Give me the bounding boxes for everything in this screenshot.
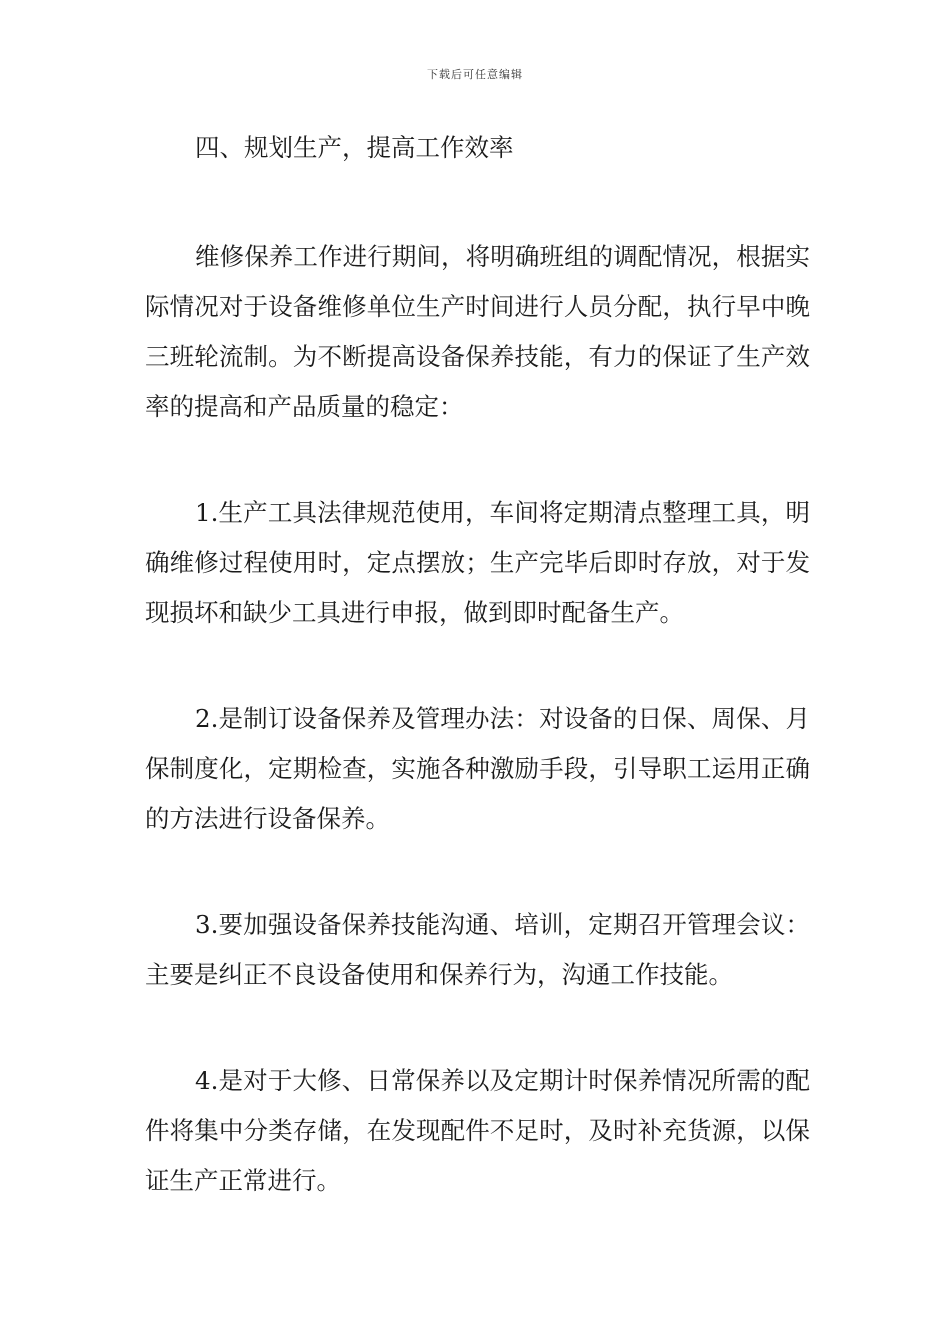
document-body	[145, 124, 810, 1206]
paragraph-item-4: 4.是对于大修、日常保养以及定期计时保养情况所需的配件将集中分类存储，在发现配件不足时，及时补充货源，以保证生产正常进行。	[145, 1066, 810, 1195]
paragraph-item-2: 2.是制订设备保养及管理办法：对设备的日保、周保、月保制度化，定期检查，实施各种激励手段，引导职工运用正确的方法进行设备保养。	[145, 704, 810, 833]
page-header-note: 下载后可任意编辑	[427, 68, 523, 81]
paragraph-intro: 维修保养工作进行期间，将明确班组的调配情况，根据实际情况对于设备维修单位生产时间进行人员分配，执行早中晚三班轮流制。为不断提高设备保养技能，有力的保证了生产效率的提高和产品质量的稳定：	[145, 242, 810, 421]
paragraph-item-3: 3.要加强设备保养技能沟通、培训，定期召开管理会议：主要是纠正不良设备使用和保养行为，沟通工作技能。	[145, 910, 810, 989]
section-heading: 四、规划生产，提高工作效率	[195, 133, 514, 162]
paragraph-item-1: 1.生产工具法律规范使用，车间将定期清点整理工具，明确维修过程使用时，定点摆放；生产完毕后即时存放，对于发现损坏和缺少工具进行申报，做到即时配备生产。	[145, 498, 810, 627]
